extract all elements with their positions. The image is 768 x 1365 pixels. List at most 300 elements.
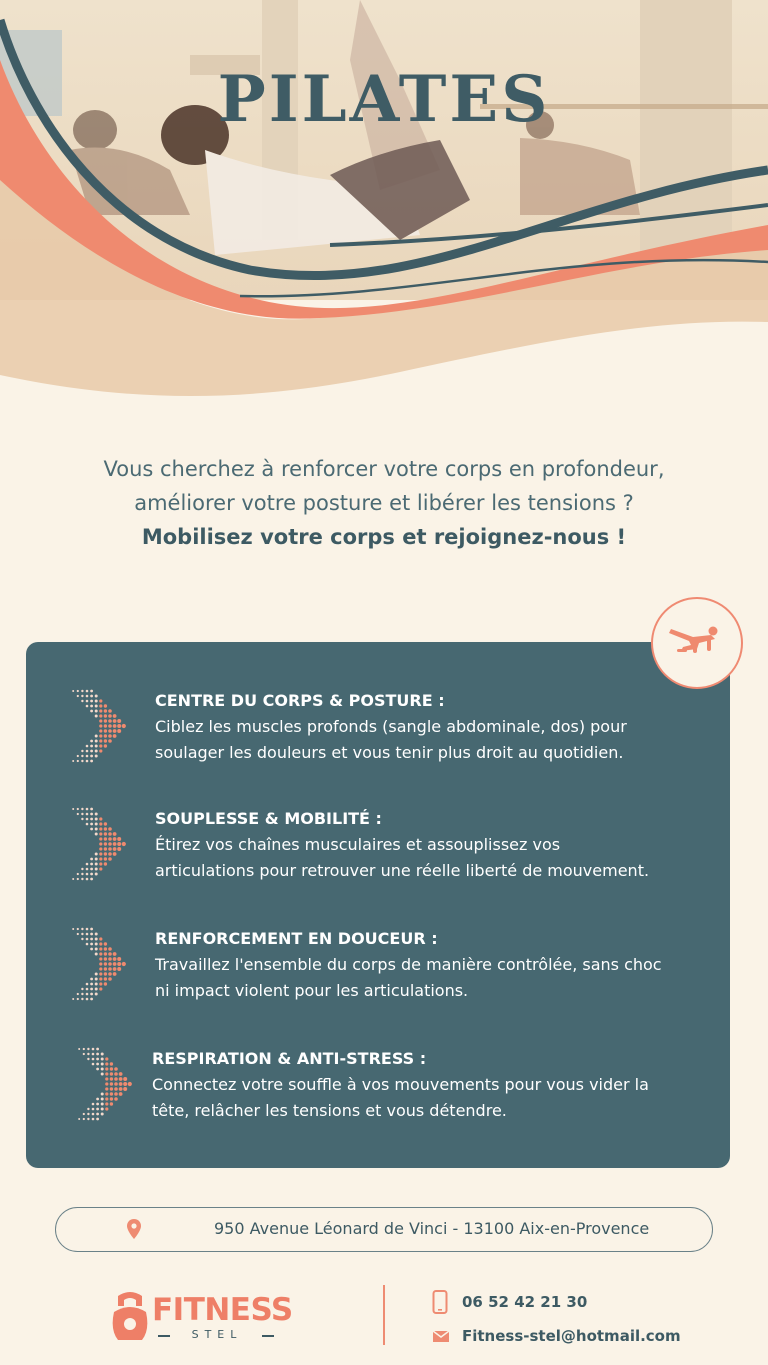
chevron-dot [90, 868, 93, 871]
chevron-dot [86, 933, 89, 936]
chevron-dot [95, 988, 98, 991]
chevron-dot [105, 1057, 108, 1060]
chevron-dot [101, 1113, 104, 1116]
chevron-dot [77, 993, 79, 995]
chevron-dot [95, 938, 98, 941]
chevron-dot [104, 857, 107, 860]
chevron-dot [96, 1048, 99, 1051]
chevron-dot [110, 1092, 113, 1095]
chevron-dot [95, 863, 98, 866]
chevron-dot [92, 1058, 95, 1061]
chevron-dot [104, 714, 107, 717]
footer-divider [383, 1285, 385, 1345]
chevron-dot [99, 952, 102, 955]
chevron-dot [99, 817, 102, 820]
chevron-dot [108, 729, 112, 733]
chevron-dot [108, 719, 112, 723]
chevron-dot [99, 822, 102, 825]
chevron-dot [90, 928, 93, 931]
chevron-dot [113, 842, 117, 846]
chevron-dot [99, 699, 102, 702]
chevron-dot [99, 827, 102, 830]
chevron-dot [101, 1108, 104, 1111]
chevron-dot [117, 724, 121, 728]
chevron-dot [87, 1053, 89, 1055]
chevron-dot [101, 1063, 104, 1066]
chevron-dot [95, 983, 98, 986]
chevron-dot [104, 957, 107, 960]
chevron-dot [81, 755, 83, 757]
intro-line: améliorer votre posture et libérer les tensions ? [134, 491, 634, 515]
chevron-dot [92, 1103, 95, 1106]
chevron-dot [81, 998, 83, 1000]
chevron-dot [99, 852, 102, 855]
chevron-dot [90, 755, 93, 758]
chevron-dot [104, 744, 107, 747]
chevron-dot [86, 823, 89, 826]
chevron-dot [110, 1102, 113, 1105]
chevron-dot [108, 967, 112, 971]
chevron-dot [105, 1087, 108, 1090]
chevron-dot [99, 867, 102, 870]
chevron-dot [86, 993, 89, 996]
chevron-dot [90, 705, 93, 708]
chevron-dot [90, 938, 93, 941]
brand-name: FITNESS [152, 1292, 293, 1328]
email-address[interactable]: Fitness-stel@hotmail.com [462, 1327, 681, 1345]
pilates-badge [651, 597, 743, 689]
chevron-dot [105, 1082, 108, 1085]
benefit-description: articulations pour retrouver une réelle liberté de mouvement. [155, 861, 650, 880]
location-pin-icon [127, 1219, 141, 1239]
chevron-dot [99, 837, 102, 840]
chevron-dot [95, 700, 98, 703]
chevron-dot [99, 734, 102, 737]
chevron-dot [81, 813, 83, 815]
chevron-dot [77, 695, 79, 697]
chevron-dot [72, 690, 74, 692]
chevron-dot [105, 1107, 108, 1110]
chevron-dot [90, 808, 93, 811]
chevron-dot [99, 937, 102, 940]
chevron-dot [128, 1082, 132, 1086]
chevron-dot [104, 837, 107, 840]
chevron-dot [101, 1058, 104, 1061]
address-text: 950 Avenue Léonard de Vinci - 13100 Aix-en-Provence [214, 1219, 650, 1238]
chevron-dot [104, 822, 107, 825]
chevron-dot [86, 868, 89, 871]
chevron-dot [95, 710, 98, 713]
chevron-dot [95, 853, 98, 856]
chevron-dot [90, 983, 93, 986]
chevron-dot [108, 972, 112, 976]
chevron-dot [81, 750, 83, 752]
chevron-dot [86, 813, 89, 816]
chevron-dot [104, 724, 107, 727]
chevron-dot [90, 823, 93, 826]
chevron-dot [104, 832, 107, 835]
chevron-dot [72, 998, 74, 1000]
chevron-dot [108, 827, 112, 831]
chevron-dot [119, 1082, 123, 1086]
chevron-dot [83, 1113, 85, 1115]
chevron-dot [90, 988, 93, 991]
chevron-dot [108, 842, 112, 846]
chevron-dot [99, 847, 102, 850]
benefit-title: CENTRE DU CORPS & POSTURE : [155, 691, 445, 710]
benefit-description: Connectez votre souffle à vos mouvements pour vous vider la [152, 1075, 649, 1094]
chevron-dot [108, 962, 112, 966]
chevron-dot [104, 739, 107, 742]
chevron-dot [77, 755, 79, 757]
contact-phone[interactable] [432, 1290, 732, 1314]
chevron-dot [81, 700, 83, 702]
chevron-dot [87, 1118, 89, 1120]
chevron-dot [122, 962, 126, 966]
chevron-dot [99, 744, 102, 747]
chevron-dot [104, 729, 107, 732]
chevron-dot [78, 1118, 80, 1120]
intro-line: Vous cherchez à renforcer votre corps en profondeur, [103, 457, 665, 481]
chevron-dot [90, 993, 93, 996]
chevron-dot [113, 847, 117, 851]
chevron-dot [104, 709, 107, 712]
chevron-dot [95, 818, 98, 821]
benefit-description: tête, relâcher les tensions et vous détendre. [152, 1101, 507, 1120]
chevron-dots-icon [66, 1046, 134, 1122]
chevron-dot [99, 714, 102, 717]
chevron-dot [105, 1072, 108, 1075]
chevron-dot [99, 987, 102, 990]
chevron-dot [95, 948, 98, 951]
chevron-dot [119, 1087, 123, 1091]
chevron-dot [86, 873, 89, 876]
chevron-dot [123, 1087, 127, 1091]
chevron-dot [110, 1097, 113, 1100]
chevron-dot [99, 957, 102, 960]
benefit-description: Travaillez l'ensemble du corps de manière contrôlée, sans choc [155, 955, 662, 974]
chevron-dot [90, 695, 93, 698]
chevron-dot [86, 760, 89, 763]
chevron-dot [113, 837, 117, 841]
chevron-dot [86, 745, 89, 748]
chevron-dot [108, 832, 112, 836]
chevron-dot [99, 972, 102, 975]
chevron-dot [108, 952, 112, 956]
chevron-dot [90, 813, 93, 816]
benefit-title: RENFORCEMENT EN DOUCEUR : [155, 929, 438, 948]
chevron-dot [104, 977, 107, 980]
chevron-dot [72, 878, 74, 880]
chevron-dot [104, 827, 107, 830]
chevron-dot [86, 983, 89, 986]
chevron-dot [86, 988, 89, 991]
chevron-dot [108, 714, 112, 718]
chevron-dot [87, 1058, 89, 1060]
chevron-dot [95, 858, 98, 861]
chevron-dot [99, 724, 102, 727]
chevron-dot [113, 714, 117, 718]
chevron-dot [81, 873, 83, 875]
chevron-dot [90, 740, 93, 743]
chevron-dot [104, 862, 107, 865]
chevron-dot [95, 705, 98, 708]
chevron-dot [119, 1072, 123, 1076]
mail-icon [432, 1324, 450, 1348]
chevron-dot [105, 1092, 108, 1095]
chevron-dot [113, 852, 117, 856]
chevron-dot [99, 962, 102, 965]
chevron-dot [87, 1108, 89, 1110]
chevron-dot [96, 1118, 99, 1121]
chevron-dot [72, 928, 74, 930]
chevron-dot [87, 1113, 89, 1115]
chevron-dot [105, 1077, 108, 1080]
chevron-dot [81, 868, 83, 870]
chevron-dot [95, 868, 98, 871]
chevron-dot [95, 933, 98, 936]
chevron-dot [81, 933, 83, 935]
chevron-dot [99, 857, 102, 860]
chevron-dot [95, 715, 98, 718]
chevron-dot [113, 832, 117, 836]
chevron-dot [117, 837, 121, 841]
chevron-dot [99, 982, 102, 985]
hero-banner [0, 0, 768, 410]
phone-number[interactable]: 06 52 42 21 30 [462, 1293, 588, 1311]
chevron-dot [81, 993, 83, 995]
chevron-dot [90, 750, 93, 753]
chevron-dot [104, 947, 107, 950]
chevron-dot [99, 719, 102, 722]
chevron-dot [92, 1113, 95, 1116]
chevron-dot [114, 1087, 118, 1091]
chevron-dot [86, 690, 89, 693]
chevron-dot [86, 863, 89, 866]
chevron-dot [108, 847, 112, 851]
chevron-dot [110, 1067, 113, 1070]
chevron-dot [81, 878, 83, 880]
chevron-dot [99, 947, 102, 950]
chevron-dot [108, 957, 112, 961]
chevron-dot [77, 878, 79, 880]
chevron-dot [113, 719, 117, 723]
chevron-dot [104, 842, 107, 845]
benefit-description: Étirez vos chaînes musculaires et assouplissez vos [155, 835, 561, 854]
chevron-dot [101, 1073, 104, 1076]
chevron-dot [108, 852, 112, 856]
chevron-dot [110, 1062, 113, 1065]
chevron-dot [119, 1092, 123, 1096]
chevron-dot [92, 1118, 95, 1121]
chevron-dot [83, 1118, 85, 1120]
chevron-dot [77, 690, 79, 692]
chevron-dot [77, 760, 79, 762]
chevron-dot [99, 842, 102, 845]
chevron-dot [95, 873, 98, 876]
chevron-dot [90, 878, 93, 881]
chevron-dot [95, 943, 98, 946]
chevron-dot [117, 847, 121, 851]
chevron-dot [86, 755, 89, 758]
chevron-dot [113, 972, 117, 976]
chevron-dot [81, 690, 83, 692]
chevron-dot [81, 695, 83, 697]
chevron-dot [114, 1072, 118, 1076]
chevron-dot [122, 842, 126, 846]
chevron-dot [90, 873, 93, 876]
chevron-dot [95, 828, 98, 831]
benefits-card [26, 642, 730, 1168]
chevron-dot [110, 1077, 113, 1080]
chevron-dot [90, 943, 93, 946]
chevron-dot [95, 973, 98, 976]
chevron-dot [96, 1058, 99, 1061]
chevron-dot [113, 724, 117, 728]
chevron-dot [72, 760, 74, 762]
chevron-dot [104, 972, 107, 975]
chevron-dot [108, 724, 112, 728]
chevron-dot [108, 857, 112, 861]
chevron-dot [101, 1093, 104, 1096]
chevron-dot [95, 750, 98, 753]
chevron-dot [101, 1098, 104, 1101]
chevron-dot [81, 760, 83, 762]
chevron-dot [77, 808, 79, 810]
chevron-dot [81, 818, 83, 820]
chevron-dot [110, 1072, 113, 1075]
pilates-pose-icon [653, 599, 741, 687]
chevron-dot [86, 938, 89, 941]
chevron-dot [81, 928, 83, 930]
chevron-dot [104, 704, 107, 707]
chevron-dot [104, 847, 107, 850]
benefit-title: SOUPLESSE & MOBILITÉ : [155, 809, 382, 828]
chevron-dot [92, 1108, 95, 1111]
chevron-dot [114, 1097, 118, 1101]
chevron-dot [96, 1063, 99, 1066]
brand-subtitle: STEL [162, 1328, 272, 1341]
chevron-dot [96, 1113, 99, 1116]
chevron-dot [95, 695, 98, 698]
chevron-dot [114, 1077, 118, 1081]
chevron-dot [113, 957, 117, 961]
chevron-dot [119, 1077, 123, 1081]
benefit-description: soulager les douleurs et vous tenir plus droit au quotidien. [155, 743, 624, 762]
chevron-dot [104, 962, 107, 965]
chevron-dot [95, 823, 98, 826]
chevron-dot [105, 1102, 108, 1105]
chevron-dot [99, 862, 102, 865]
chevron-dot [90, 948, 93, 951]
chevron-dot [86, 808, 89, 811]
intro-text [40, 452, 728, 554]
chevron-dot [117, 962, 121, 966]
chevron-dot [81, 808, 83, 810]
address-bar [55, 1207, 713, 1252]
chevron-dot [95, 813, 98, 816]
chevron-dot [90, 700, 93, 703]
chevron-dot [90, 858, 93, 861]
chevron-dot [86, 700, 89, 703]
chevron-dot [90, 863, 93, 866]
chevron-dot [86, 878, 89, 881]
intro-callout: Mobilisez votre corps et rejoignez-nous ! [141, 525, 627, 549]
chevron-dot [95, 740, 98, 743]
chevron-dot [104, 952, 107, 955]
chevron-dot [95, 978, 98, 981]
chevron-dot [117, 729, 121, 733]
benefit-description: Ciblez les muscles profonds (sangle abdominale, dos) pour [155, 717, 627, 736]
chevron-dot [108, 947, 112, 951]
chevron-dot [104, 967, 107, 970]
chevron-dot [114, 1082, 118, 1086]
chevron-dot [90, 828, 93, 831]
chevron-dot [90, 818, 93, 821]
chevron-dot [113, 967, 117, 971]
chevron-dot [99, 977, 102, 980]
chevron-dot [113, 734, 117, 738]
benefit-title: RESPIRATION & ANTI-STRESS : [152, 1049, 427, 1068]
chevron-dot [101, 1053, 104, 1056]
chevron-dot [86, 705, 89, 708]
chevron-dot [81, 988, 83, 990]
chevron-dot [95, 755, 98, 758]
chevron-dot [117, 967, 121, 971]
chevron-dot [77, 933, 79, 935]
chevron-dot [92, 1063, 95, 1066]
phone-icon [432, 1290, 448, 1314]
benefit-description: ni impact violent pour les articulations. [155, 981, 469, 1000]
chevron-dot [110, 1082, 113, 1085]
contact-email[interactable] [432, 1324, 732, 1348]
chevron-dot [86, 928, 89, 931]
chevron-dot [86, 695, 89, 698]
chevron-dot [83, 1053, 85, 1055]
chevron-dot [92, 1053, 95, 1056]
chevron-dots-icon [60, 688, 128, 764]
chevron-dot [101, 1103, 104, 1106]
chevron-dot [95, 953, 98, 956]
chevron-dot [90, 998, 93, 1001]
chevron-dot [99, 709, 102, 712]
chevron-dot [105, 1067, 108, 1070]
chevron-dot [123, 1082, 127, 1086]
chevron-dot [114, 1067, 118, 1071]
chevron-dot [95, 833, 98, 836]
chevron-dot [108, 837, 112, 841]
chevron-dot [99, 739, 102, 742]
chevron-dot [117, 842, 121, 846]
chevron-dot [87, 1048, 89, 1050]
chevron-dots-icon [60, 926, 128, 1002]
chevron-dot [86, 998, 89, 1001]
chevron-dot [101, 1068, 104, 1071]
chevron-dot [122, 724, 126, 728]
chevron-dot [86, 750, 89, 753]
chevron-dot [99, 729, 102, 732]
chevron-dot [90, 760, 93, 763]
chevron-dot [104, 719, 107, 722]
chevron-dot [105, 1097, 108, 1100]
chevron-dot [86, 818, 89, 821]
chevron-dot [90, 933, 93, 936]
chevron-dot [78, 1048, 80, 1050]
chevron-dot [113, 729, 117, 733]
chevron-dot [114, 1092, 118, 1096]
chevron-dot [108, 709, 112, 713]
chevron-dot [90, 710, 93, 713]
